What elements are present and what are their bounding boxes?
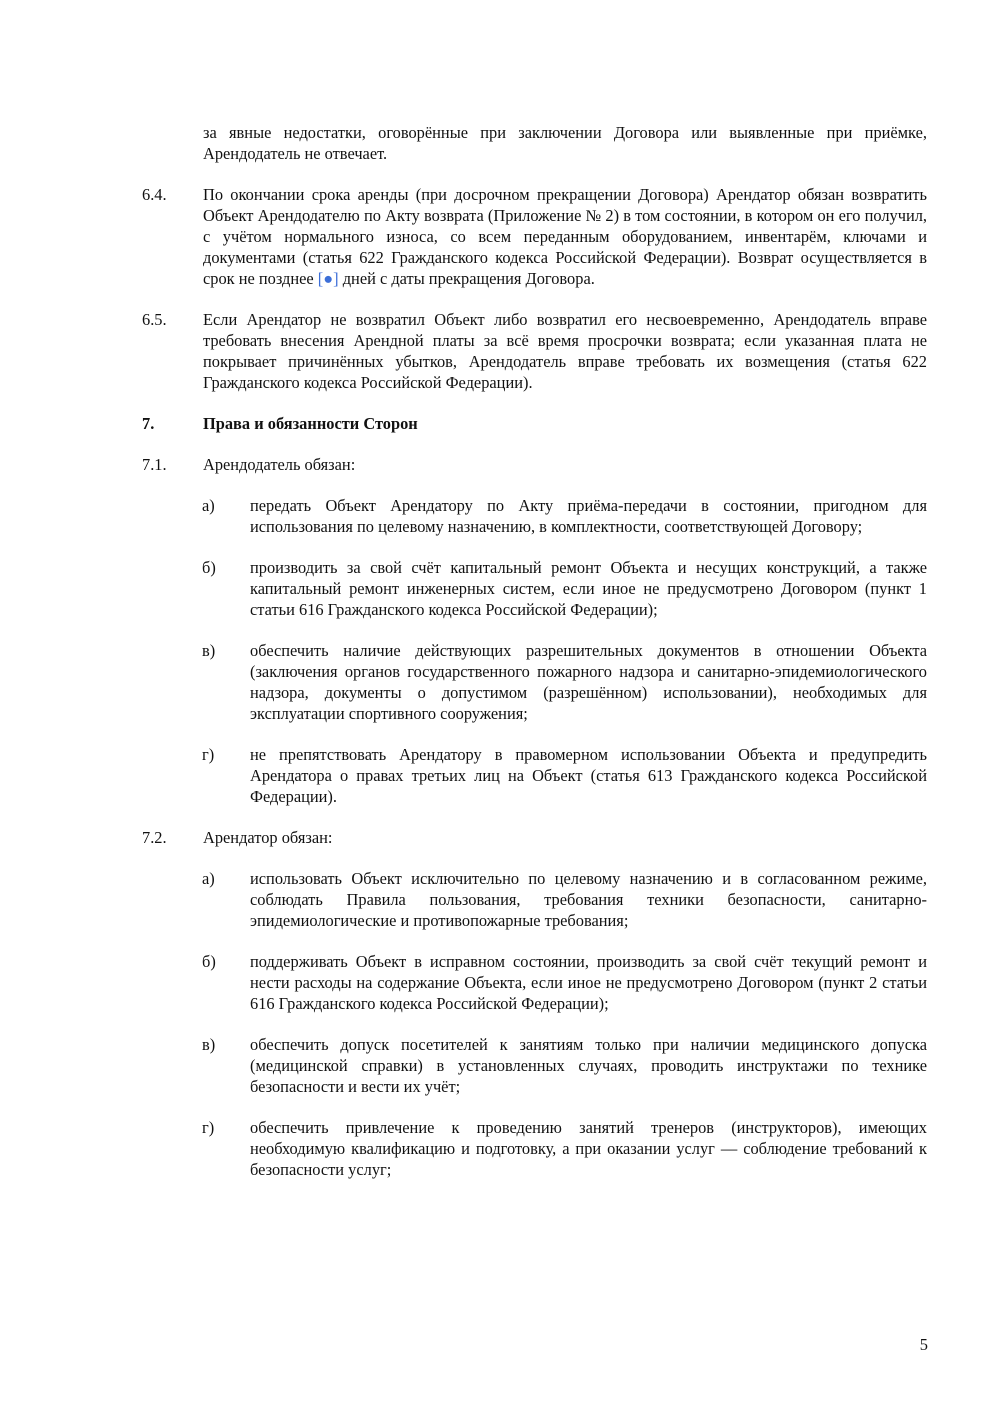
clause-6-5 [142, 309, 927, 393]
list-item [202, 744, 927, 807]
item-text: поддерживать Объект в исправном состоянии, производить за свой счёт текущий ремонт и нести расходы на содержание Объекта, если иное не предусмотрено Договором (пункт 2 статьи 616 Гражданского кодекса Российской Федерации); [250, 952, 927, 1013]
clause-number: 6.5. [142, 310, 167, 329]
clause-6-4 [142, 184, 927, 289]
list-item [202, 640, 927, 724]
page-number: 5 [919, 1335, 928, 1354]
item-letter: б) [202, 952, 216, 971]
item-text: не препятствовать Арендатору в правомерном использовании Объекта и предупредить Арендатора о правах третьих лиц на Объект (статья 613 Гражданского кодекса Российской Федерации). [250, 745, 927, 806]
item-letter: г) [202, 745, 215, 764]
item-letter: г) [202, 1118, 215, 1137]
item-text: производить за свой счёт капитальный ремонт Объекта и несущих конструкций, а также капитальный ремонт инженерных систем, если иное не предусмотрено Договором (пункт 1 статьи 616 Гражданского кодекса Российской Федерации); [250, 558, 927, 619]
item-letter: а) [202, 869, 215, 888]
clause-number: 7.2. [142, 828, 167, 847]
item-text: использовать Объект исключительно по целевому назначению и в согласованном режиме, соблюдать Правила пользования, требования техники безопасности, санитарно-эпидемиологические и противопожарные требования; [250, 869, 927, 930]
item-letter: в) [202, 1035, 216, 1054]
clause-number: 7.1. [142, 455, 167, 474]
clause-text: Арендатор обязан: [203, 828, 333, 847]
list-item [202, 495, 927, 537]
clause-7-2 [142, 827, 927, 848]
list-item [202, 868, 927, 931]
clause-7-1 [142, 454, 927, 475]
continued-paragraph: за явные недостатки, оговорённые при заключении Договора или выявленные при приёмке, Арендодатель не отвечает. [203, 123, 927, 163]
section-title: Права и обязанности Сторон [203, 414, 418, 433]
clause-text: Арендодатель обязан: [203, 455, 356, 474]
clause-text-end: дней с даты прекращения Договора. [338, 269, 595, 288]
list-item [202, 1117, 927, 1180]
list-item [202, 1034, 927, 1097]
item-text: обеспечить наличие действующих разрешительных документов в отношении Объекта (заключения органов государственного пожарного надзора и санитарно-эпидемиологического надзора, документы о допустимом (разрешённом) использовании), необходимых для эксплуатации спортивного сооружения; [250, 641, 927, 723]
item-letter: а) [202, 496, 215, 515]
item-text: обеспечить привлечение к проведению занятий тренеров (инструкторов), имеющих необходимую квалификацию и подготовку, а при оказании услуг — соблюдение требований к безопасности услуг; [250, 1118, 927, 1179]
list-item [202, 557, 927, 620]
clause-text: По окончании срока аренды (при досрочном прекращении Договора) Арендатор обязан возвратить Объект Арендодателю по Акту возврата (Приложение № 2) в том состоянии, в котором он его получил, с учётом нормального износа, со всем переданным оборудованием, инвентарём, ключами и документами (статья 622 Гражданского кодекса Российской Федерации). Возврат осуществляется в срок не позднее [203, 185, 927, 288]
page-content [0, 122, 1000, 1180]
blank-placeholder: [●] [317, 269, 339, 288]
item-text: передать Объект Арендатору по Акту приёма-передачи в состоянии, пригодном для использования по целевому назначению, в комплектности, соответствующей Договору; [250, 496, 927, 536]
clause-text: Если Арендатор не возвратил Объект либо возвратил его несвоевременно, Арендодатель вправе требовать внесения Арендной платы за всё время просрочки возврата; если указанная плата не покрывает причинённых убытков, Арендодатель вправе требовать их возмещения (статья 622 Гражданского кодекса Российской Федерации). [203, 310, 927, 392]
section-number: 7. [142, 414, 155, 433]
item-letter: б) [202, 558, 216, 577]
clause-number: 6.4. [142, 185, 167, 204]
section-heading [142, 413, 927, 434]
item-text: обеспечить допуск посетителей к занятиям только при наличии медицинского допуска (медицинской справки) в установленных случаях, проводить инструктажи по технике безопасности и вести их учёт; [250, 1035, 927, 1096]
item-letter: в) [202, 641, 216, 660]
list-item [202, 951, 927, 1014]
